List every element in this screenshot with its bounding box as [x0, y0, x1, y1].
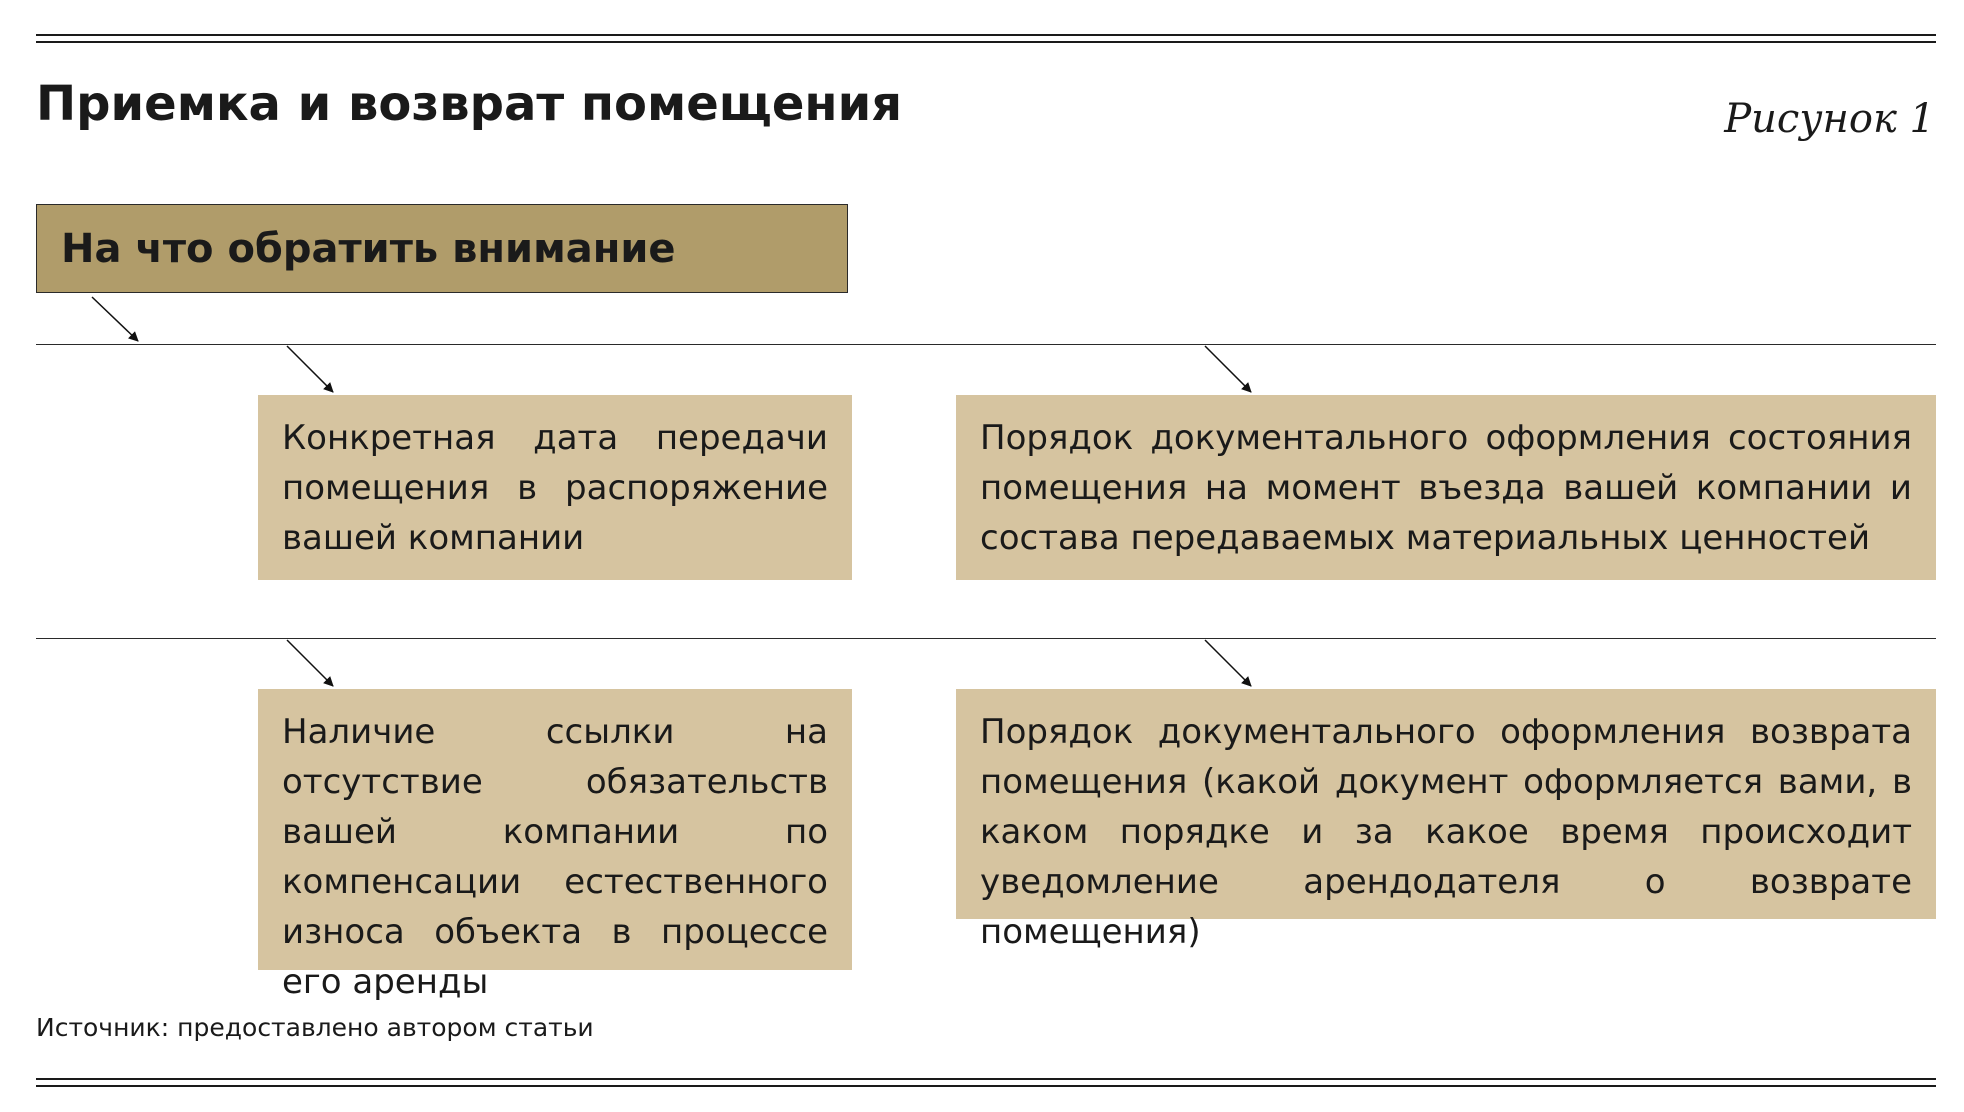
bottom-rule-2 — [36, 1085, 1936, 1087]
source-note: Источник: предоставлено автором статьи — [36, 1013, 594, 1042]
arrow-to-box-1 — [287, 346, 333, 392]
item-box-return-documentation — [956, 689, 1936, 952]
page-title: Приемка и возврат помещения — [36, 76, 903, 132]
item-text: Конкретная дата передачи помещения в распоряжение вашей компании — [282, 418, 828, 558]
arrow-to-box-2 — [1205, 346, 1251, 392]
item-text: Порядок документального оформления возврата помещения (какой документ оформляется вами, в каком порядке и за какое время происходит уведомление арендодателя о возврате помещения) — [980, 712, 1912, 952]
arrow-header-to-line — [92, 297, 138, 341]
bottom-rule-1 — [36, 1078, 1936, 1080]
header-label: На что обратить внимание — [61, 225, 676, 272]
arrow-to-box-3 — [287, 640, 333, 686]
item-box-wear-compensation — [258, 689, 852, 1002]
item-text: Порядок документального оформления состояния помещения на момент въезда вашей компании и состава передаваемых материальных ценностей — [980, 418, 1912, 558]
item-box-move-in-documentation — [956, 395, 1936, 580]
item-text: Наличие ссылки на отсутствие обязательств вашей компании по компенсации естественного износа объекта в процессе его аренды — [282, 712, 828, 1002]
item-box-delivery-date — [258, 395, 852, 580]
arrow-to-box-4 — [1205, 640, 1251, 686]
figure-label: Рисунок 1 — [1724, 96, 1935, 142]
